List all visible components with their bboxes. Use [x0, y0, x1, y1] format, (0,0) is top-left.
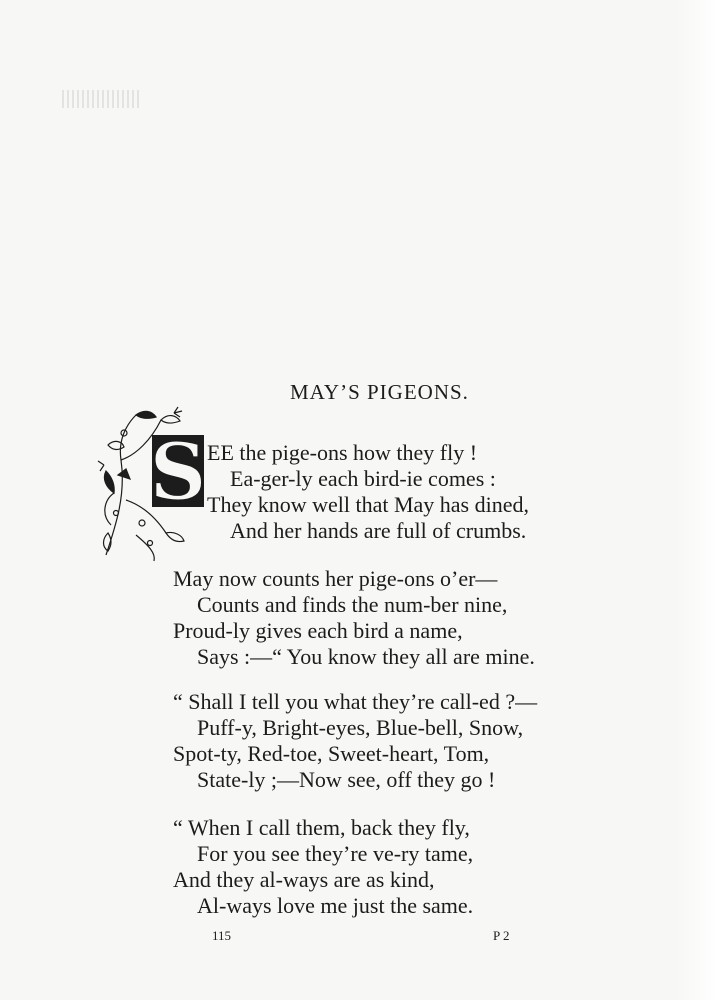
poem-line: “ Shall I tell you what they’re call-ed ?— — [173, 689, 538, 714]
signature-mark: P 2 — [493, 928, 510, 943]
poem-line: Spot-ty, Red-toe, Sweet-heart, Tom, — [173, 741, 490, 766]
poem-line: They know well that May has dined, — [207, 492, 529, 517]
poem-line: Ea-ger-ly each bird-ie comes : — [230, 466, 496, 491]
poem-line: EE the pige-ons how they fly ! — [207, 440, 478, 465]
drop-cap-ornament — [96, 405, 216, 565]
poem-line: Puff-y, Bright-eyes, Blue-bell, Snow, — [197, 715, 524, 740]
poem-line: State-ly ;—Now see, off they go ! — [197, 767, 496, 792]
poem-line: Al-ways love me just the same. — [197, 893, 474, 918]
poem-line: Proud-ly gives each bird a name, — [173, 618, 463, 643]
poem-line: Counts and finds the num-ber nine, — [197, 592, 508, 617]
poem-line: Says :—“ You know they all are mine. — [197, 644, 535, 669]
poem-line: And they al-ways are as kind, — [173, 867, 435, 892]
drop-cap-letter: S — [149, 427, 207, 518]
paper-smudge — [62, 90, 140, 108]
poem-line: May now counts her pige-ons o’er— — [173, 566, 498, 591]
poem-line: “ When I call them, back they fly, — [173, 815, 470, 840]
poem-line: For you see they’re ve-ry tame, — [197, 841, 474, 866]
poem-line: And her hands are full of crumbs. — [230, 518, 527, 543]
poem-title: MAY’S PIGEONS. — [290, 380, 469, 404]
page-number: 115 — [212, 928, 232, 943]
page-edge-shading — [675, 0, 715, 1000]
